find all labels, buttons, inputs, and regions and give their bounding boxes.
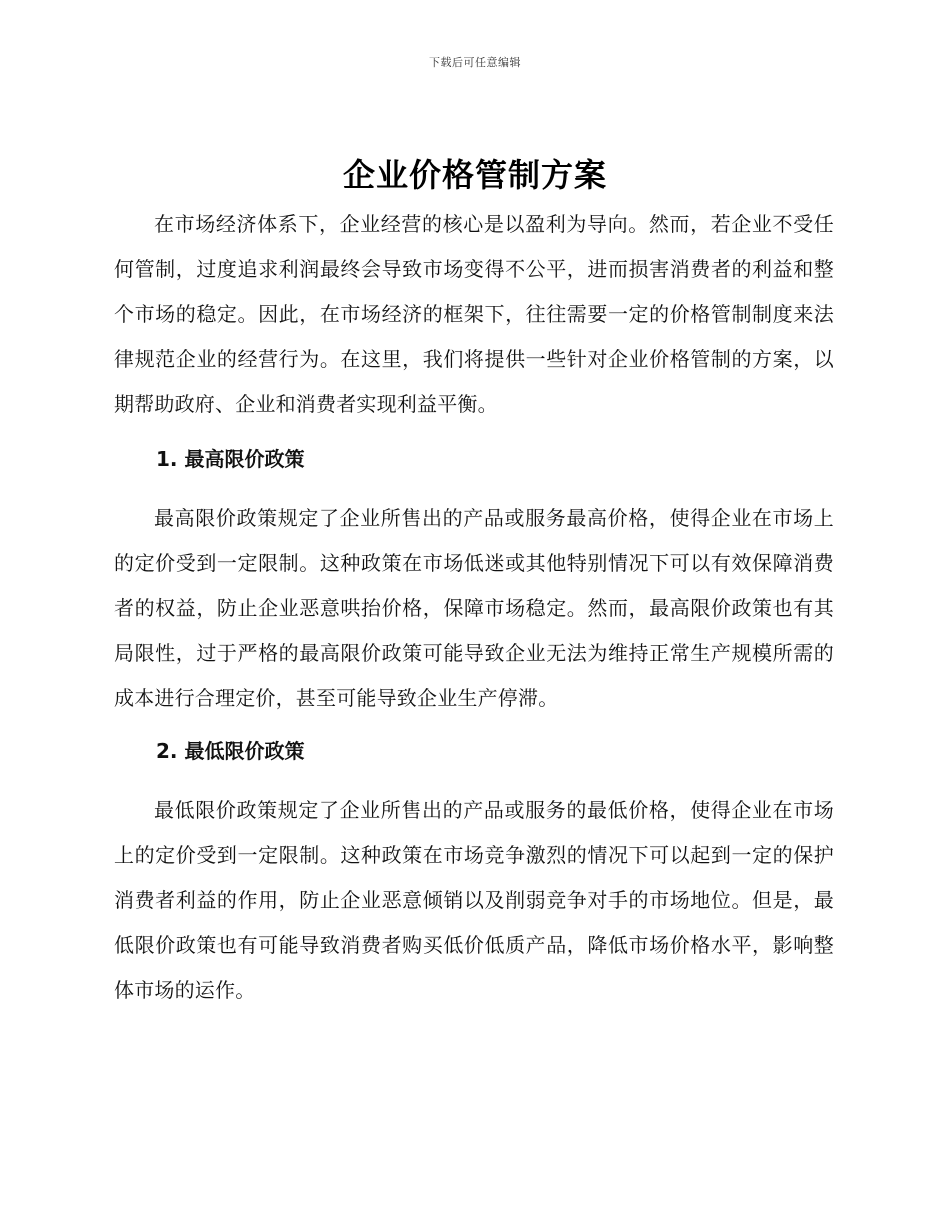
spacer	[114, 721, 834, 729]
section-heading: 1. 最高限价政策	[156, 447, 305, 471]
document-title: 企业价格管制方案	[342, 156, 607, 194]
spacer	[114, 427, 834, 437]
document-body	[114, 202, 834, 1013]
section-paragraph: 最低限价政策规定了企业所售出的产品或服务的最低价格，使得企业在市场上的定价受到一定限制。这种政策在市场竞争激烈的情况下可以起到一定的保护消费者利益的作用，防止企业恶意倾销以及削弱竞争对手的市场地位。但是，最低限价政策也有可能导致消费者购买低价低质产品，降低市场价格水平，影响整体市场的运作。	[114, 798, 834, 1002]
section-price-ceiling	[114, 437, 834, 721]
header-note: 下载后可任意编辑	[429, 56, 521, 69]
section-price-floor	[114, 729, 834, 1013]
intro-paragraph: 在市场经济体系下，企业经营的核心是以盈利为导向。然而，若企业不受任何管制，过度追求利润最终会导致市场变得不公平，进而损害消费者的利益和整个市场的稳定。因此，在市场经济的框架下，往往需要一定的价格管制制度来法律规范企业的经营行为。在这里，我们将提供一些针对企业价格管制的方案，以期帮助政府、企业和消费者实现利益平衡。	[114, 212, 834, 416]
spacer	[114, 482, 834, 496]
section-heading: 2. 最低限价政策	[156, 739, 305, 763]
spacer	[114, 774, 834, 788]
section-paragraph: 最高限价政策规定了企业所售出的产品或服务最高价格，使得企业在市场上的定价受到一定限制。这种政策在市场低迷或其他特别情况下可以有效保障消费者的权益，防止企业恶意哄抬价格，保障市场稳定。然而，最高限价政策也有其局限性，过于严格的最高限价政策可能导致企业无法为维持正常生产规模所需的成本进行合理定价，甚至可能导致企业生产停滞。	[114, 506, 834, 710]
